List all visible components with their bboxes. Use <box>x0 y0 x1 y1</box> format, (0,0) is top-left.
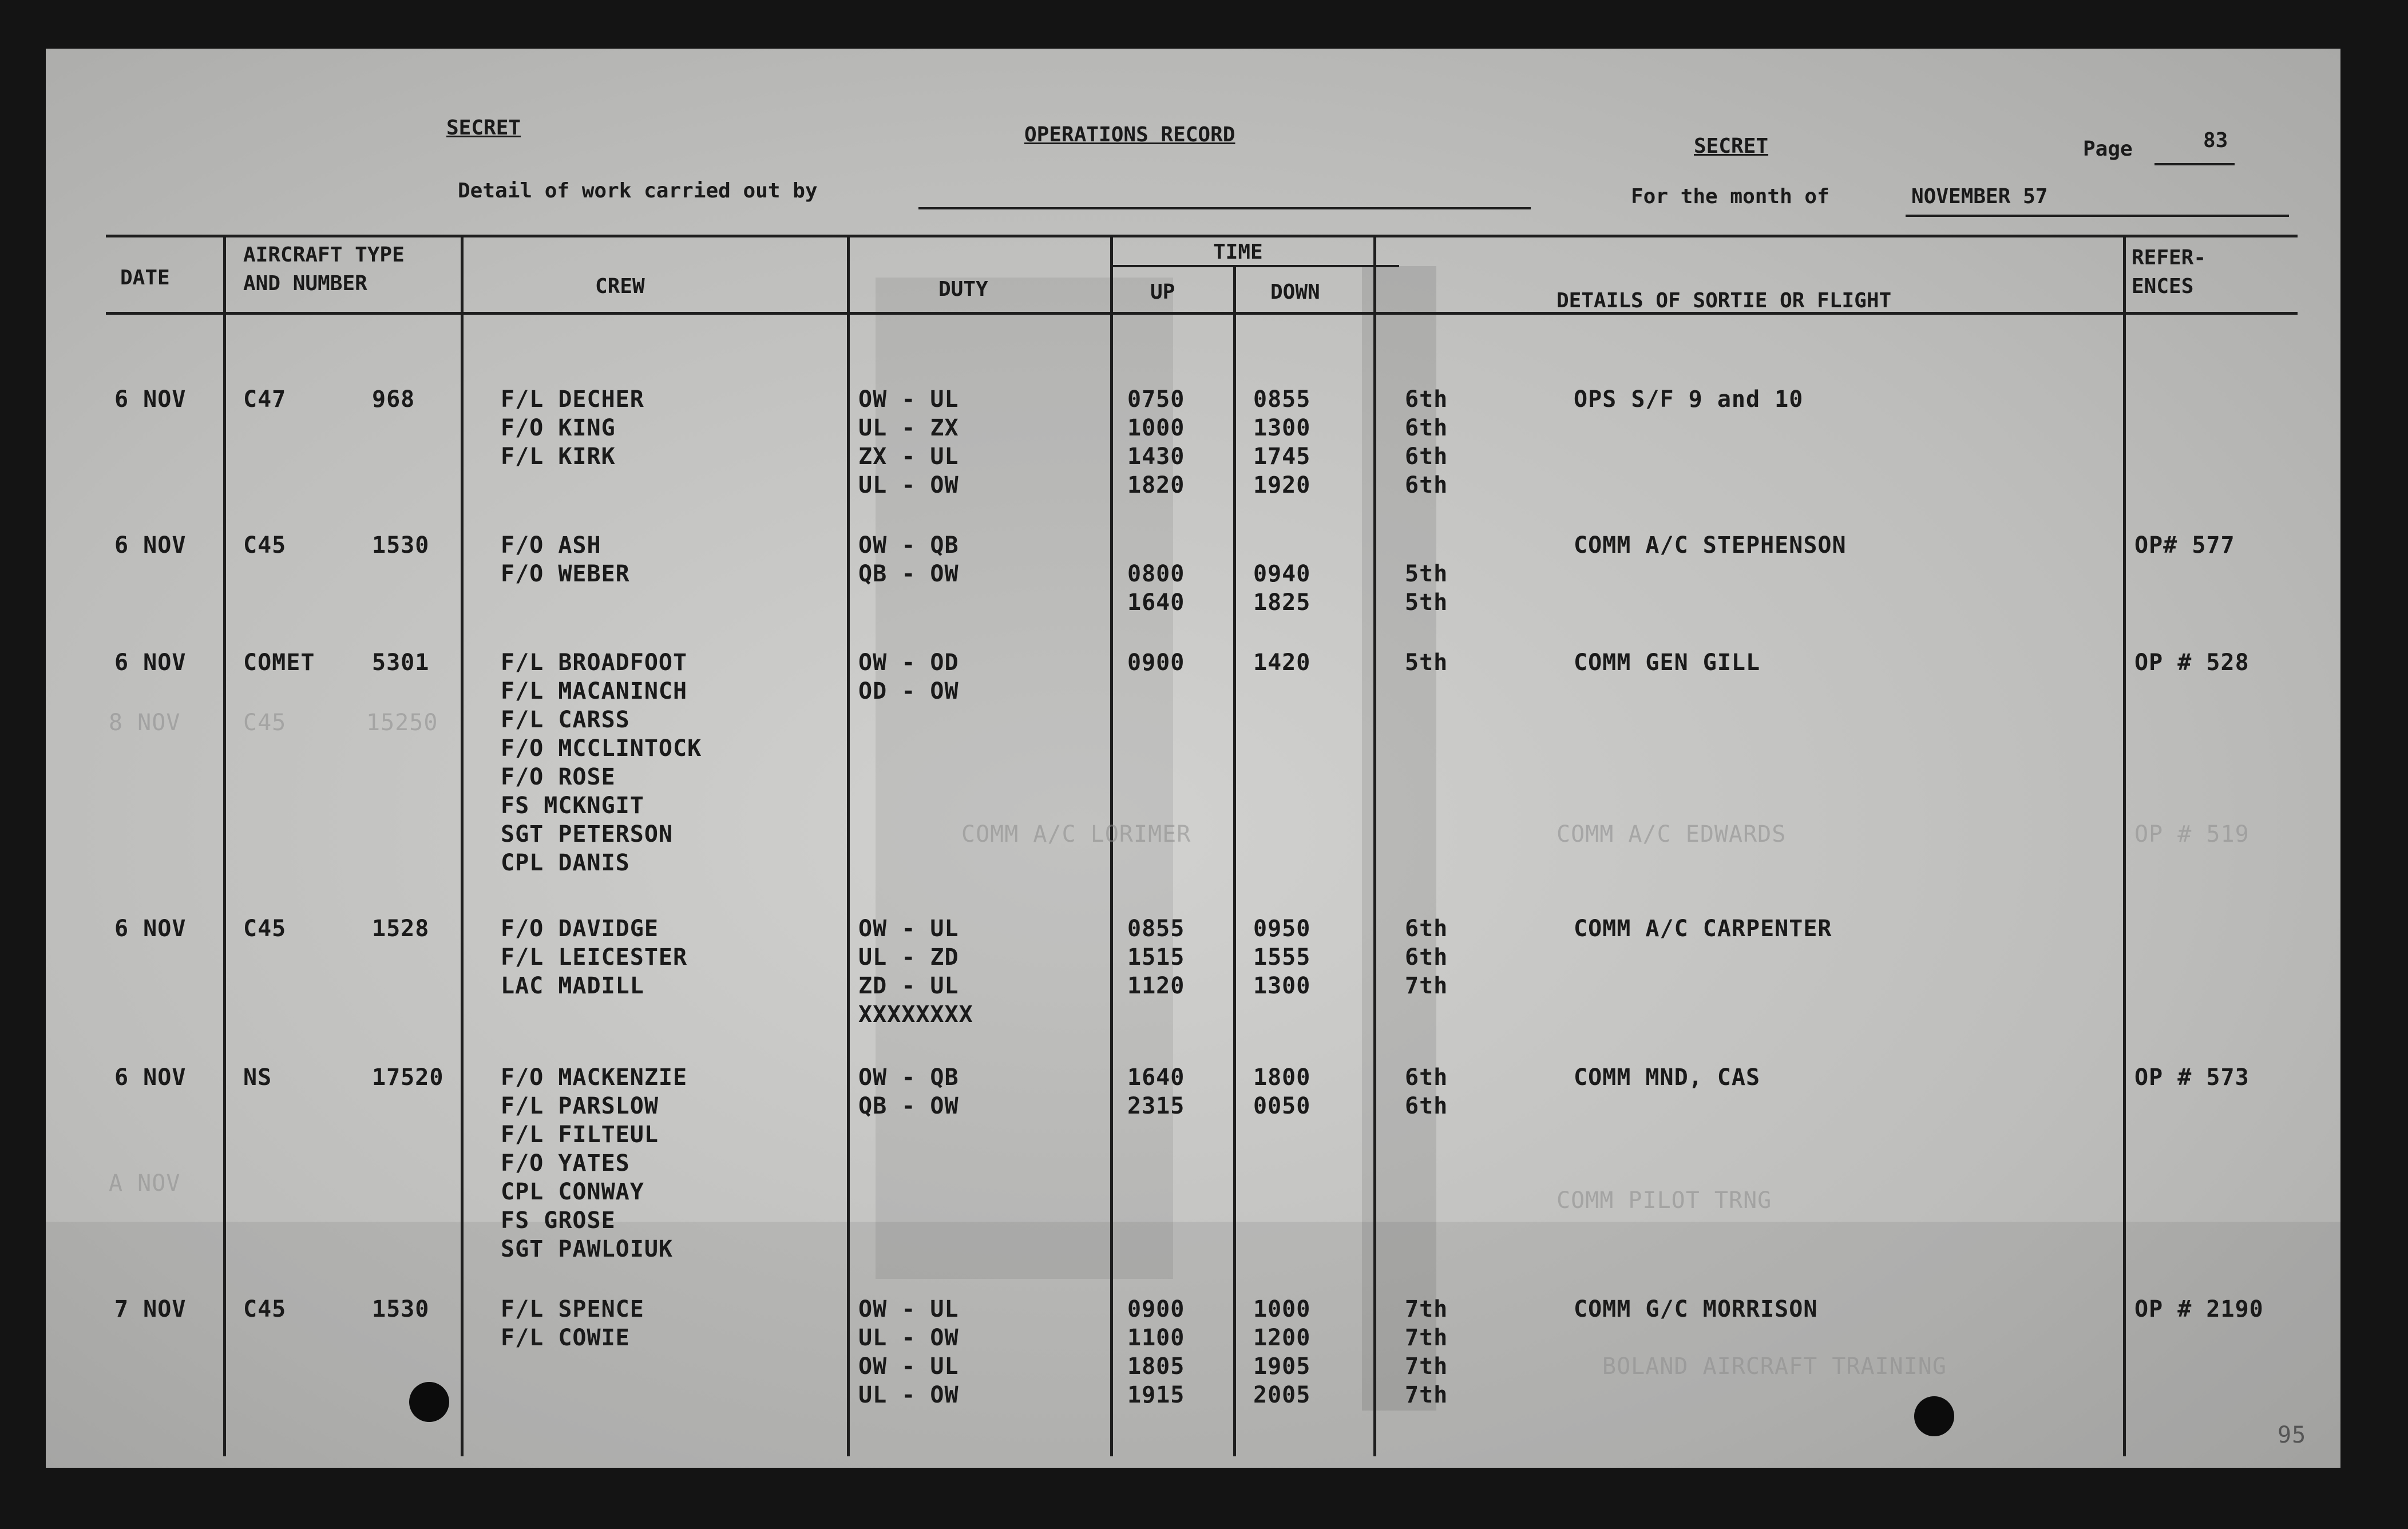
crew-member: SGT PAWLOIUK <box>501 1236 673 1262</box>
leg-time-down: 0950 <box>1253 916 1311 942</box>
leg-duty: OW - UL <box>858 916 959 942</box>
leg-duty: OW - UL <box>858 1296 959 1322</box>
col-crew: CREW <box>595 275 645 298</box>
punch-hole-right <box>1914 1396 1954 1436</box>
month-label: For the month of <box>1631 185 1829 208</box>
leg-time-up: 0900 <box>1127 1296 1185 1322</box>
leg-time-up: 1120 <box>1127 973 1185 999</box>
aircraft-number: 5301 <box>372 649 430 676</box>
page-number: 83 <box>2203 129 2228 152</box>
leg-duty: QB - OW <box>858 1093 959 1119</box>
reference: OP # 573 <box>2134 1064 2249 1091</box>
leg-day: 7th <box>1405 1325 1448 1351</box>
flight-details: COMM A/C STEPHENSON <box>1574 532 1847 558</box>
flight-details: OPS S/F 9 and 10 <box>1574 386 1804 413</box>
aircraft-type: C47 <box>243 386 287 413</box>
reference: OP# 577 <box>2134 532 2235 558</box>
leg-duty: OW - QB <box>858 1064 959 1091</box>
col-duty: DUTY <box>938 278 988 301</box>
secret-left: SECRET <box>446 116 521 140</box>
leg-time-up: 1640 <box>1127 589 1185 616</box>
crew-member: SGT PETERSON <box>501 821 673 847</box>
crew-member: F/L KIRK <box>501 443 616 470</box>
leg-day: 6th <box>1405 415 1448 441</box>
leg-day: 5th <box>1405 649 1448 676</box>
leg-time-up: 1000 <box>1127 415 1185 441</box>
crew-member: F/O DAVIDGE <box>501 916 659 942</box>
entry-date: 7 NOV <box>114 1296 187 1322</box>
flight-details: COMM G/C MORRISON <box>1574 1296 1818 1322</box>
leg-time-up: 1915 <box>1127 1382 1185 1408</box>
flight-details: COMM GEN GILL <box>1574 649 1761 676</box>
col-aircraft-2: AND NUMBER <box>243 272 367 295</box>
col-date: DATE <box>120 266 170 290</box>
leg-time-down: 1800 <box>1253 1064 1311 1091</box>
leg-day: 6th <box>1405 1064 1448 1091</box>
detail-label: Detail of work carried out by <box>458 179 818 203</box>
crew-member: FS MCKNGIT <box>501 793 644 819</box>
leg-day: 7th <box>1405 1353 1448 1380</box>
col-aircraft-1: AIRCRAFT TYPE <box>243 243 405 267</box>
aircraft-number: 1528 <box>372 916 430 942</box>
crew-member: F/O MCCLINTOCK <box>501 735 702 762</box>
leg-time-up: 1640 <box>1127 1064 1185 1091</box>
punch-hole-left <box>409 1382 449 1422</box>
crew-member: F/O KING <box>501 415 616 441</box>
leg-time-up: 1805 <box>1127 1353 1185 1380</box>
leg-duty: UL - OW <box>858 1382 959 1408</box>
leg-duty: XXXXXXXX <box>858 1001 973 1028</box>
col-refer-2: ENCES <box>2132 275 2194 298</box>
leg-day: 6th <box>1405 443 1448 470</box>
reference: OP # 528 <box>2134 649 2249 676</box>
col-down: DOWN <box>1270 280 1320 304</box>
leg-duty: OD - OW <box>858 678 959 704</box>
leg-duty: OW - QB <box>858 532 959 558</box>
footer-mark: 95 <box>2278 1422 2307 1448</box>
secret-right: SECRET <box>1694 134 1769 158</box>
leg-time-down: 2005 <box>1253 1382 1311 1408</box>
leg-day: 6th <box>1405 472 1448 498</box>
leg-day: 7th <box>1405 1296 1448 1322</box>
crew-member: F/O YATES <box>501 1150 630 1177</box>
leg-time-down: 1920 <box>1253 472 1311 498</box>
aircraft-type: C45 <box>243 1296 287 1322</box>
crew-member: F/O ROSE <box>501 764 616 790</box>
leg-time-up: 0800 <box>1127 561 1185 587</box>
crew-member: F/L PARSLOW <box>501 1093 659 1119</box>
page-label: Page <box>2083 137 2133 161</box>
leg-time-down: 1200 <box>1253 1325 1311 1351</box>
leg-time-down: 1000 <box>1253 1296 1311 1322</box>
reference: OP # 2190 <box>2134 1296 2264 1322</box>
col-time: TIME <box>1213 240 1263 264</box>
leg-time-down: 0940 <box>1253 561 1311 587</box>
leg-time-down: 1555 <box>1253 944 1311 971</box>
leg-time-up: 0900 <box>1127 649 1185 676</box>
leg-time-up: 2315 <box>1127 1093 1185 1119</box>
crew-member: F/O MACKENZIE <box>501 1064 688 1091</box>
leg-time-up: 1100 <box>1127 1325 1185 1351</box>
crew-member: F/O ASH <box>501 532 601 558</box>
col-refer-1: REFER- <box>2132 246 2207 270</box>
leg-duty: OW - UL <box>858 386 959 413</box>
crew-member: F/L FILTEUL <box>501 1122 659 1148</box>
crew-member: F/L SPENCE <box>501 1296 644 1322</box>
crew-member: FS GROSE <box>501 1207 616 1234</box>
leg-day: 7th <box>1405 1382 1448 1408</box>
crew-member: F/L BROADFOOT <box>501 649 688 676</box>
record-title: OPERATIONS RECORD <box>1024 123 1235 146</box>
leg-time-up: 0855 <box>1127 916 1185 942</box>
leg-duty: UL - OW <box>858 472 959 498</box>
month-value: NOVEMBER 57 <box>1911 185 2048 208</box>
leg-time-down: 1905 <box>1253 1353 1311 1380</box>
aircraft-number: 968 <box>372 386 415 413</box>
flight-details: COMM A/C CARPENTER <box>1574 916 1832 942</box>
leg-time-up: 1515 <box>1127 944 1185 971</box>
crew-member: F/O WEBER <box>501 561 630 587</box>
record-sheet: SECRET OPERATIONS RECORD SECRET Page 83 Detail of work carried out by For the month of NOVEMBER 57 DATE AIRCRAFT TYPE AND NUMBER CREW DUTY TIME UP DOWN DETAILS OF SORTIE OR FLIGHT REFER- ENCES 8 NOV C45 15250 COMM A/C LORIMER COMM A/C EDWARDS OP # 519 A NOV COMM PILOT TRNG BOLAND AIRCRAFT TRAINING 6 NOV C47 968 OPS S/F 9 and 10 F/L DECHER F/O KING F/L KIRK OW - UL 0750 0855 6th UL - ZX 1000 1300 6th ZX - UL 1430 1745 6th UL - OW 1820 1920 6th 6 NOV C45 1530 COMM A/C STEPHENSON OP# 577 F/O ASH F/O WEBER OW - QB QB - OW 0800 0940 5th 1640 1825 5th 6 NOV COMET 5301 COMM GEN GILL OP # 528 F/L BROADFOOT F/L MACANINCH F/L CARSS F/O MCCLINTOCK F/O ROSE FS MCKNGIT SGT PETERSON CPL DANIS OW - OD 0900 1420 5th OD - OW 6 NOV C45 1528 COMM A/C CARPENTER F/O DAVIDGE F/L LEICESTER LAC MADILL OW - UL 0855 0950 6th UL - ZD 1515 1555 6th ZD - UL 1120 1300 7th XXXXXXXX 6 NOV NS 17520 COMM MND, CAS OP # 573 F/O MACKENZIE F/L PARSLOW F/L FILTEUL F/O YATES CPL CONWAY FS GROSE SGT PAWLOIUK OW - QB 1640 1800 6th QB - OW 2315 0050 6th 7 NOV C45 1530 COMM G/C MORRISON OP # 2190 F/L SPENCE F/L COWIE OW - UL 0900 1000 7th UL - OW 1100 1200 7th OW - UL 1805 1905 7th UL - OW 1915 2005 7th 95 <box>46 49 2340 1468</box>
crew-member: F/L COWIE <box>501 1325 630 1351</box>
col-up: UP <box>1150 280 1175 304</box>
aircraft-type: COMET <box>243 649 315 676</box>
crew-member: CPL CONWAY <box>501 1179 644 1205</box>
aircraft-number: 1530 <box>372 532 430 558</box>
crew-member: F/L CARSS <box>501 707 630 733</box>
entry-date: 6 NOV <box>114 1064 187 1091</box>
leg-duty: UL - ZX <box>858 415 959 441</box>
leg-duty: ZX - UL <box>858 443 959 470</box>
leg-day: 5th <box>1405 561 1448 587</box>
crew-member: F/L DECHER <box>501 386 644 413</box>
entry-date: 6 NOV <box>114 649 187 676</box>
leg-duty: ZD - UL <box>858 973 959 999</box>
leg-time-down: 0050 <box>1253 1093 1311 1119</box>
crew-member: F/L LEICESTER <box>501 944 688 971</box>
leg-time-down: 1300 <box>1253 415 1311 441</box>
leg-time-up: 0750 <box>1127 386 1185 413</box>
crew-member: LAC MADILL <box>501 973 644 999</box>
leg-duty: QB - OW <box>858 561 959 587</box>
flight-details: COMM MND, CAS <box>1574 1064 1761 1091</box>
entry-date: 6 NOV <box>114 916 187 942</box>
entry-date: 6 NOV <box>114 532 187 558</box>
leg-day: 5th <box>1405 589 1448 616</box>
aircraft-number: 1530 <box>372 1296 430 1322</box>
leg-day: 6th <box>1405 944 1448 971</box>
leg-duty: OW - OD <box>858 649 959 676</box>
leg-duty: UL - OW <box>858 1325 959 1351</box>
leg-time-down: 1300 <box>1253 973 1311 999</box>
leg-time-up: 1820 <box>1127 472 1185 498</box>
leg-day: 7th <box>1405 973 1448 999</box>
leg-duty: UL - ZD <box>858 944 959 971</box>
aircraft-type: C45 <box>243 916 287 942</box>
leg-duty: OW - UL <box>858 1353 959 1380</box>
aircraft-type: NS <box>243 1064 272 1091</box>
leg-day: 6th <box>1405 916 1448 942</box>
crew-member: F/L MACANINCH <box>501 678 688 704</box>
leg-time-down: 0855 <box>1253 386 1311 413</box>
crew-member: CPL DANIS <box>501 850 630 876</box>
aircraft-type: C45 <box>243 532 287 558</box>
entry-date: 6 NOV <box>114 386 187 413</box>
leg-day: 6th <box>1405 1093 1448 1119</box>
leg-time-down: 1420 <box>1253 649 1311 676</box>
leg-time-down: 1745 <box>1253 443 1311 470</box>
leg-time-down: 1825 <box>1253 589 1311 616</box>
leg-time-up: 1430 <box>1127 443 1185 470</box>
col-details: DETAILS OF SORTIE OR FLIGHT <box>1557 289 1892 312</box>
aircraft-number: 17520 <box>372 1064 444 1091</box>
leg-day: 6th <box>1405 386 1448 413</box>
